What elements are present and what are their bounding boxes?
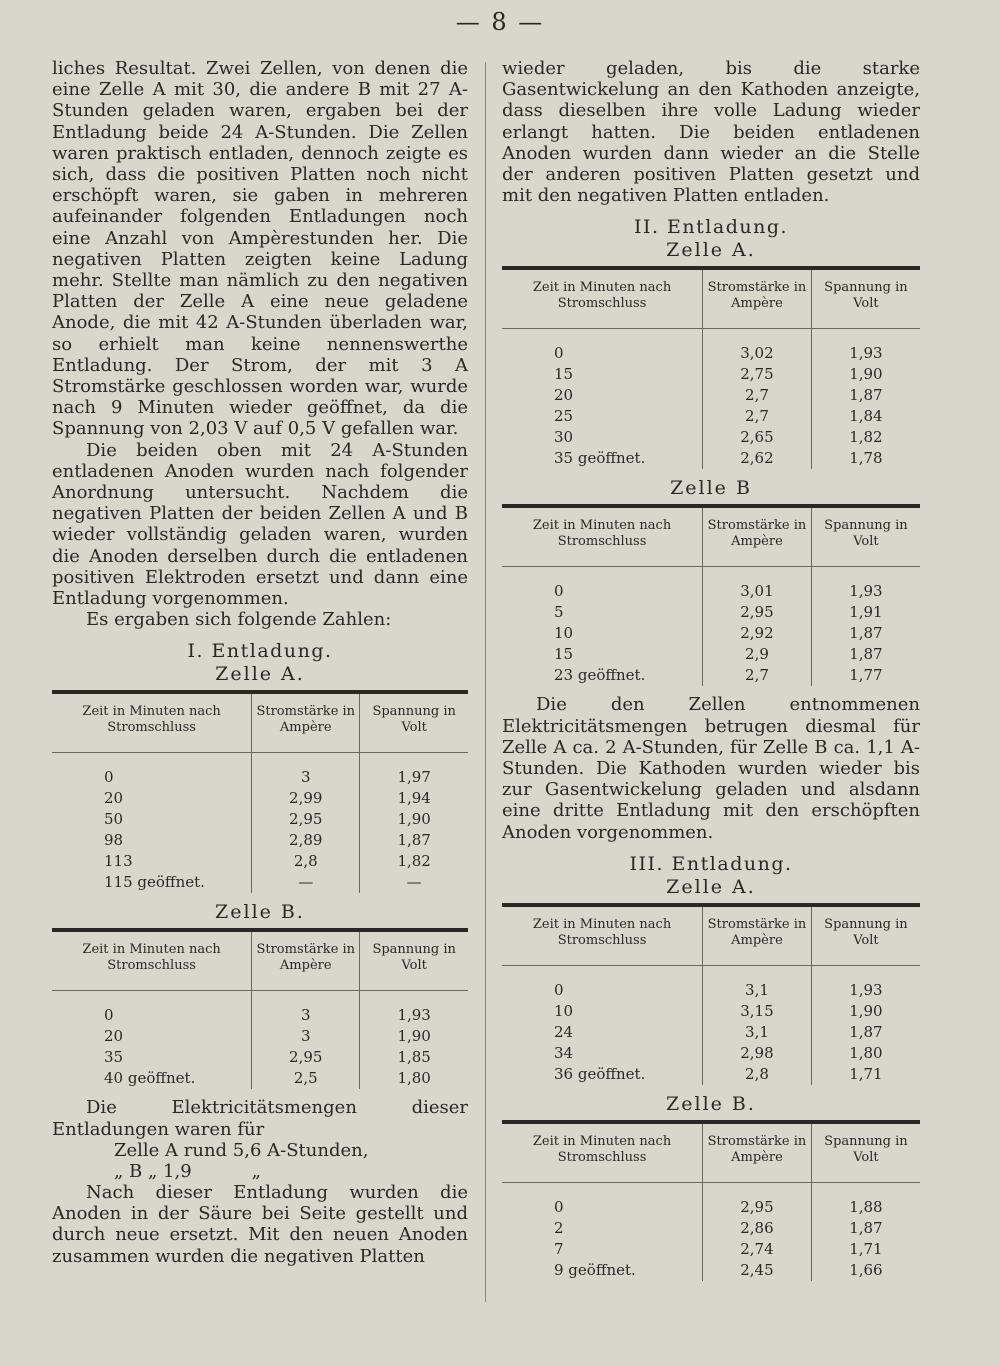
table-cell: 0 bbox=[554, 344, 564, 363]
table-cell: 10 bbox=[554, 624, 574, 643]
table-cell: 3 bbox=[252, 753, 360, 789]
table-row bbox=[502, 1218, 920, 1239]
table-row bbox=[502, 602, 920, 623]
table-row bbox=[52, 830, 468, 851]
table-cell: 15 bbox=[554, 645, 574, 664]
table-cell: 0 bbox=[554, 1197, 564, 1216]
table-cell: — bbox=[360, 872, 468, 893]
table-row bbox=[502, 1260, 920, 1281]
table-header-row bbox=[52, 930, 468, 991]
table-cell: 3,15 bbox=[703, 1001, 812, 1022]
table-row bbox=[502, 1022, 920, 1043]
table-cell: 35 geöffnet. bbox=[554, 449, 646, 468]
data-table bbox=[502, 1120, 920, 1281]
column-header: Spannung in Volt bbox=[811, 1122, 920, 1183]
table-cell: 1,90 bbox=[360, 809, 468, 830]
right-column bbox=[502, 58, 920, 1289]
table-cell: 2,7 bbox=[703, 406, 812, 427]
table-cell: 2,92 bbox=[703, 623, 812, 644]
table-cell: 2,95 bbox=[252, 809, 360, 830]
table-cell: 3,02 bbox=[703, 329, 812, 365]
paragraph: Die beiden oben mit 24 A-Stunden entladenen Anoden wurden nach folgender Anordnung untersucht. Nachdem die negativen Platten der beiden Zellen A und B wieder vollständig geladen waren, wurden die Anoden derselben durch die entladenen positiven Elektroden ersetzt und dann eine Entladung vorgenommen. bbox=[52, 439, 468, 610]
table-row bbox=[502, 623, 920, 644]
table-cell: 1,71 bbox=[811, 1239, 920, 1260]
table-row bbox=[502, 448, 920, 469]
table-row bbox=[502, 329, 920, 365]
table-row bbox=[52, 1026, 468, 1047]
table-cell: 1,78 bbox=[811, 448, 920, 469]
table-row bbox=[52, 851, 468, 872]
table-cell: 3,01 bbox=[703, 567, 812, 603]
column-header: Zeit in Minuten nach Stromschluss bbox=[502, 268, 703, 329]
table-cell: 1,93 bbox=[811, 329, 920, 365]
table-cell: 3 bbox=[252, 1026, 360, 1047]
table-cell: 25 bbox=[554, 407, 574, 426]
table-cell: 1,88 bbox=[811, 1182, 920, 1218]
column-header: Spannung in Volt bbox=[360, 930, 468, 991]
table-row bbox=[502, 1043, 920, 1064]
table-cell: 1,87 bbox=[811, 1218, 920, 1239]
table-header-row bbox=[502, 506, 920, 567]
table-row bbox=[52, 809, 468, 830]
table-cell: 1,91 bbox=[811, 602, 920, 623]
column-header: Stromstärke in Ampère bbox=[703, 905, 812, 966]
table-cell: 1,97 bbox=[360, 753, 468, 789]
table-cell: 1,87 bbox=[811, 644, 920, 665]
table-cell: 20 bbox=[104, 1027, 124, 1046]
table-cell: 1,82 bbox=[811, 427, 920, 448]
table-cell: 1,87 bbox=[811, 385, 920, 406]
result-line: Zelle A rund 5,6 A-Stunden, bbox=[114, 1139, 369, 1161]
table-row bbox=[502, 1001, 920, 1022]
table-cell: 30 bbox=[554, 428, 574, 447]
table-cell: 0 bbox=[554, 980, 564, 999]
table-row bbox=[502, 364, 920, 385]
table-cell: 2,62 bbox=[703, 448, 812, 469]
table-cell: 15 bbox=[554, 365, 574, 384]
table-row bbox=[502, 567, 920, 603]
cell-heading: Zelle B. bbox=[215, 901, 305, 924]
column-header: Stromstärke in Ampère bbox=[703, 506, 812, 567]
table-cell: 50 bbox=[104, 810, 124, 829]
column-header: Spannung in Volt bbox=[360, 692, 468, 753]
table-cell: 1,93 bbox=[811, 965, 920, 1001]
table-cell: 1,93 bbox=[811, 567, 920, 603]
table-row bbox=[52, 788, 468, 809]
table-cell: 2,7 bbox=[703, 665, 812, 686]
table-header-row bbox=[52, 692, 468, 753]
paragraph: Nach dieser Entladung wurden die Anoden in der Säure bei Seite gestellt und durch neue ersetzt. Mit den neuen Anoden zusammen wurden die negativen Platten bbox=[52, 1181, 468, 1267]
table-cell: 2,45 bbox=[703, 1260, 812, 1281]
table-cell: 1,93 bbox=[360, 991, 468, 1027]
table-cell: 2,95 bbox=[252, 1047, 360, 1068]
table-row bbox=[52, 1047, 468, 1068]
column-header: Stromstärke in Ampère bbox=[252, 930, 360, 991]
table-cell: 40 geöffnet. bbox=[104, 1069, 196, 1088]
column-header: Zeit in Minuten nach Stromschluss bbox=[502, 1122, 703, 1183]
table-cell: 7 bbox=[554, 1239, 564, 1258]
column-header: Zeit in Minuten nach Stromschluss bbox=[52, 692, 252, 753]
paragraph: Die Elektricitätsmengen dieser Entladungen waren für bbox=[52, 1097, 468, 1140]
table-cell: 34 bbox=[554, 1043, 574, 1062]
table-cell: 1,90 bbox=[811, 364, 920, 385]
table-cell: 2,75 bbox=[703, 364, 812, 385]
table-cell: 36 geöffnet. bbox=[554, 1064, 646, 1083]
paragraph: Es ergaben sich folgende Zahlen: bbox=[86, 609, 392, 631]
table-header-row bbox=[502, 1122, 920, 1183]
table-cell: 2,86 bbox=[703, 1218, 812, 1239]
table-row bbox=[52, 1068, 468, 1089]
table-header-row bbox=[502, 268, 920, 329]
table-cell: 2,7 bbox=[703, 385, 812, 406]
table-cell: 2,74 bbox=[703, 1239, 812, 1260]
table-cell: 2,65 bbox=[703, 427, 812, 448]
column-header: Spannung in Volt bbox=[811, 506, 920, 567]
table-cell: 1,87 bbox=[811, 623, 920, 644]
column-header: Spannung in Volt bbox=[811, 905, 920, 966]
table-cell: 23 geöffnet. bbox=[554, 666, 646, 685]
table-cell: 20 bbox=[554, 386, 574, 405]
section-heading: II. Entladung. bbox=[633, 216, 789, 239]
column-header: Spannung in Volt bbox=[811, 268, 920, 329]
table-cell: 1,90 bbox=[360, 1026, 468, 1047]
left-column bbox=[52, 58, 468, 1267]
data-table bbox=[502, 504, 920, 686]
table-row bbox=[502, 1239, 920, 1260]
table-cell: 9 geöffnet. bbox=[554, 1260, 636, 1279]
column-header: Stromstärke in Ampère bbox=[703, 1122, 812, 1183]
table-cell: 1,84 bbox=[811, 406, 920, 427]
result-line bbox=[52, 1161, 468, 1182]
table-cell: 1,87 bbox=[811, 1022, 920, 1043]
table-cell: 1,80 bbox=[811, 1043, 920, 1064]
table-row bbox=[502, 1064, 920, 1085]
table-cell: 2 bbox=[554, 1218, 564, 1237]
table-cell: 24 bbox=[554, 1022, 574, 1041]
paragraph: wieder geladen, bis die starke Gasentwickelung an den Kathoden anzeigte, dass dieselben ihre volle Ladung wieder erlangt hatten. Die beiden entladenen Anoden wurden dann wieder an die Stelle der anderen positiven Platten gesetzt und mit den negativen Platten entladen. bbox=[502, 58, 920, 207]
table-cell: 1,82 bbox=[360, 851, 468, 872]
table-row bbox=[502, 427, 920, 448]
result-value: „ B „ 1,9 bbox=[114, 1160, 192, 1182]
table-cell: 1,66 bbox=[811, 1260, 920, 1281]
table-row bbox=[502, 665, 920, 686]
cell-heading: Zelle B bbox=[670, 477, 752, 500]
data-table bbox=[502, 266, 920, 469]
data-table bbox=[502, 903, 920, 1085]
table-cell: 2,5 bbox=[252, 1068, 360, 1089]
table-row bbox=[502, 965, 920, 1001]
ditto-mark: „ bbox=[251, 1160, 261, 1182]
table-cell: 1,71 bbox=[811, 1064, 920, 1085]
table-cell: 35 bbox=[104, 1048, 124, 1067]
table-cell: 2,95 bbox=[703, 1182, 812, 1218]
cell-heading: Zelle A. bbox=[666, 875, 756, 898]
table-cell: 5 bbox=[554, 603, 564, 622]
table-cell: 10 bbox=[554, 1001, 574, 1020]
data-table bbox=[52, 690, 468, 893]
cell-heading: Zelle B. bbox=[666, 1092, 756, 1115]
table-cell: 115 geöffnet. bbox=[104, 873, 205, 892]
column-header: Stromstärke in Ampère bbox=[703, 268, 812, 329]
paragraph: liches Resultat. Zwei Zellen, von denen die eine Zelle A mit 30, die andere B mit 27 A-Stunden geladen waren, ergaben bei der Entladung beide 24 A-Stunden. Die Zellen waren praktisch entladen, dennoch zeigte es sich, dass die positiven Platten noch nicht erschöpft waren, sie gaben in mehreren aufeinander folgenden Entladungen noch eine Anzahl von Ampèrestunden her. Die negativen Platten zeigten keine Ladung mehr. Stellte man nämlich zu den negativen Platten der Zelle A eine neue geladene Anode, die mit 42 A-Stunden überladen war, so erhielt man keine nennenswerthe Entladung. Der Strom, der mit 3 A Stromstärke geschlossen worden war, wurde nach 9 Minuten wieder geöffnet, da die Spannung von 2,03 V auf 0,5 V gefallen war. bbox=[52, 58, 468, 440]
page-number: — 8 — bbox=[455, 8, 545, 36]
table-cell: 0 bbox=[554, 582, 564, 601]
table-cell: 2,99 bbox=[252, 788, 360, 809]
table-cell: 20 bbox=[104, 789, 124, 808]
column-header: Zeit in Minuten nach Stromschluss bbox=[502, 905, 703, 966]
column-divider bbox=[485, 62, 486, 1302]
section-heading: I. Entladung. bbox=[187, 640, 333, 663]
table-cell: 1,87 bbox=[360, 830, 468, 851]
table-cell: 0 bbox=[104, 1006, 114, 1025]
table-cell: 1,90 bbox=[811, 1001, 920, 1022]
table-cell: 113 bbox=[104, 852, 133, 871]
table-row bbox=[502, 406, 920, 427]
table-cell: 3,1 bbox=[703, 1022, 812, 1043]
table-row bbox=[502, 385, 920, 406]
table-cell: 2,8 bbox=[703, 1064, 812, 1085]
table-cell: 0 bbox=[104, 768, 114, 787]
cell-heading: Zelle A. bbox=[666, 239, 756, 262]
table-header-row bbox=[502, 905, 920, 966]
table-row bbox=[502, 1182, 920, 1218]
table-cell: 2,98 bbox=[703, 1043, 812, 1064]
table-cell: 3,1 bbox=[703, 965, 812, 1001]
table-cell: 2,95 bbox=[703, 602, 812, 623]
table-row bbox=[502, 644, 920, 665]
column-header: Zeit in Minuten nach Stromschluss bbox=[52, 930, 252, 991]
table-row bbox=[52, 753, 468, 789]
paragraph: Die den Zellen entnommenen Elektricitätsmengen betrugen diesmal für Zelle A ca. 2 A-Stunden, für Zelle B ca. 1,1 A-Stunden. Die Kathoden wurden wieder bis zur Gasentwickelung geladen und alsdann eine dritte Entladung mit den erschöpften Anoden vorgenommen. bbox=[502, 694, 920, 843]
column-header: Stromstärke in Ampère bbox=[252, 692, 360, 753]
table-cell: 1,77 bbox=[811, 665, 920, 686]
cell-heading: Zelle A. bbox=[215, 663, 305, 686]
table-cell: — bbox=[252, 872, 360, 893]
table-cell: 2,89 bbox=[252, 830, 360, 851]
table-row bbox=[52, 872, 468, 893]
table-cell: 1,85 bbox=[360, 1047, 468, 1068]
table-cell: 2,8 bbox=[252, 851, 360, 872]
table-cell: 2,9 bbox=[703, 644, 812, 665]
table-cell: 1,94 bbox=[360, 788, 468, 809]
table-cell: 3 bbox=[252, 991, 360, 1027]
data-table bbox=[52, 928, 468, 1089]
table-cell: 98 bbox=[104, 831, 124, 850]
section-heading: III. Entladung. bbox=[629, 852, 793, 875]
column-header: Zeit in Minuten nach Stromschluss bbox=[502, 506, 703, 567]
table-cell: 1,80 bbox=[360, 1068, 468, 1089]
table-row bbox=[52, 991, 468, 1027]
